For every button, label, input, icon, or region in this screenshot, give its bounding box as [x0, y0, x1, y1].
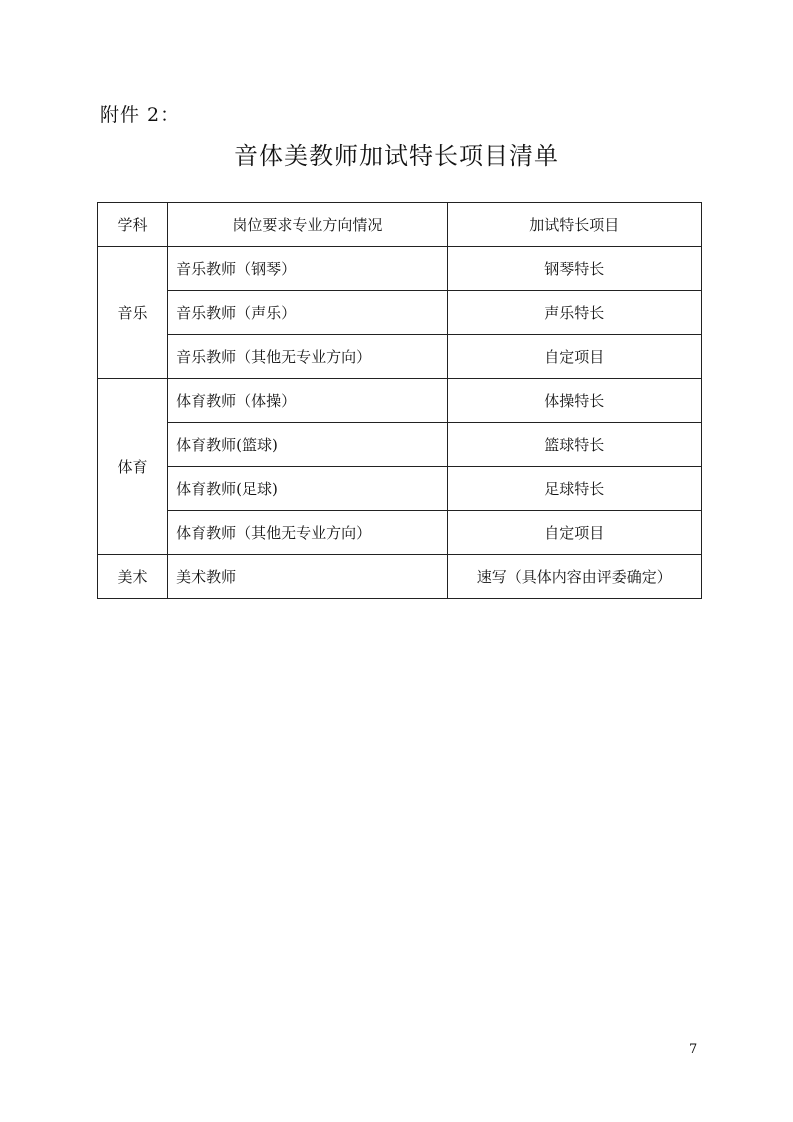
position-cell: 体育教师（体操） [168, 379, 447, 423]
table-row [98, 379, 702, 423]
table-row [98, 423, 702, 467]
attachment-label: 附件 2： [100, 104, 181, 126]
item-cell: 足球特长 [447, 467, 701, 511]
item-cell: 自定项目 [447, 511, 701, 555]
header-position: 岗位要求专业方向情况 [168, 203, 447, 247]
header-item: 加试特长项目 [447, 203, 701, 247]
table-row [98, 555, 702, 599]
position-cell: 音乐教师（其他无专业方向） [168, 335, 447, 379]
item-cell: 体操特长 [447, 379, 701, 423]
item-cell: 自定项目 [447, 335, 701, 379]
table-header-row [98, 203, 702, 247]
position-cell: 音乐教师（声乐） [168, 291, 447, 335]
subject-cell-pe: 体育 [98, 379, 168, 555]
table-row [98, 335, 702, 379]
position-cell: 美术教师 [168, 555, 447, 599]
page-number: 7 [689, 1042, 698, 1057]
item-cell: 篮球特长 [447, 423, 701, 467]
table-row [98, 247, 702, 291]
specialty-items-table [97, 202, 702, 599]
position-cell: 体育教师(篮球) [168, 423, 447, 467]
table-row [98, 291, 702, 335]
table-row [98, 467, 702, 511]
item-cell: 钢琴特长 [447, 247, 701, 291]
table-row [98, 511, 702, 555]
item-cell: 速写（具体内容由评委确定） [447, 555, 701, 599]
position-cell: 体育教师（其他无专业方向） [168, 511, 447, 555]
subject-cell-music: 音乐 [98, 247, 168, 379]
header-subject: 学科 [98, 203, 168, 247]
position-cell: 音乐教师（钢琴） [168, 247, 447, 291]
item-cell: 声乐特长 [447, 291, 701, 335]
subject-cell-art: 美术 [98, 555, 168, 599]
document-title: 音体美教师加试特长项目清单 [234, 142, 559, 170]
position-cell: 体育教师(足球) [168, 467, 447, 511]
